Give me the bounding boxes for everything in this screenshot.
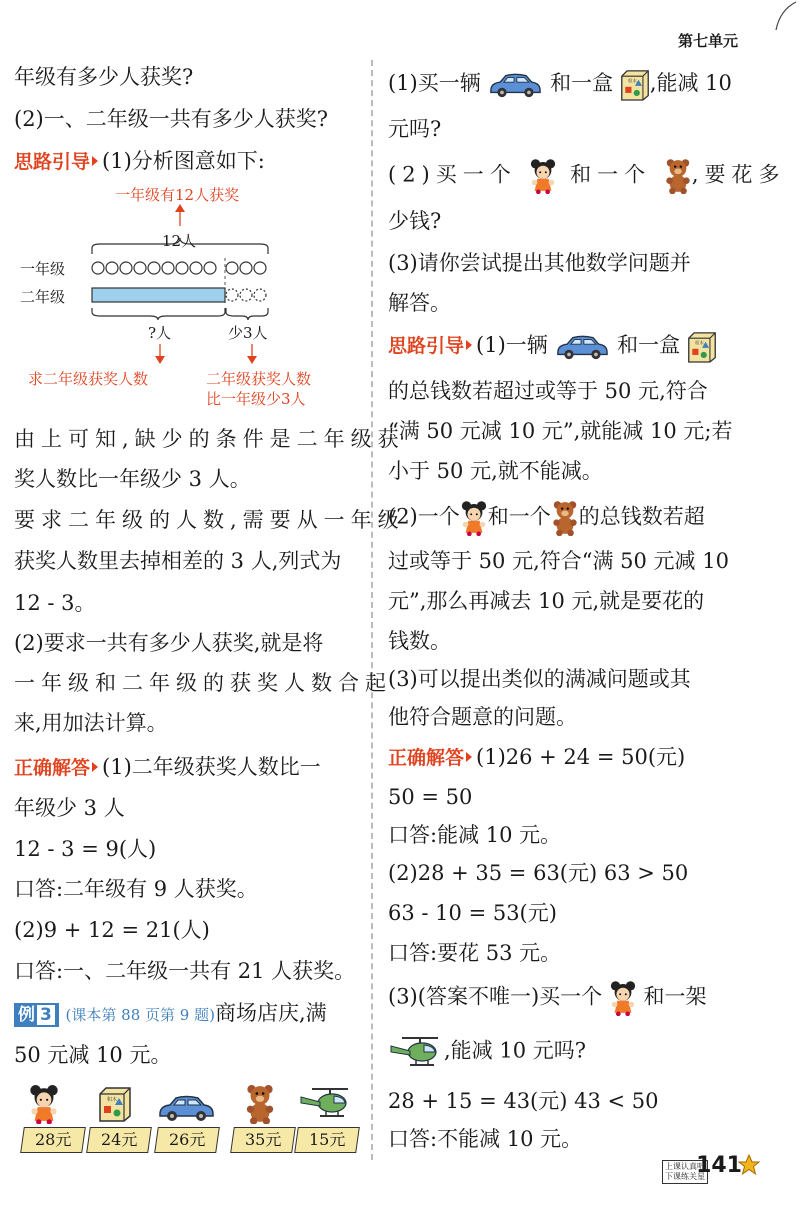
left-question-2: (2)一、二年级一共有多少人获奖? — [14, 107, 329, 131]
left-p4: 获奖人数里去掉相差的 3 人,列式为 — [14, 549, 342, 573]
car-icon — [487, 72, 543, 98]
left-p2: 奖人数比一年级少 3 人。 — [14, 467, 251, 491]
right-q1-line — [388, 68, 732, 101]
left-line-1: 年级有多少人获奖? — [14, 65, 194, 89]
footer-motto-bottom: 下课练关星 — [665, 1172, 705, 1181]
right-answer-line — [388, 742, 685, 773]
right-r2: 50 = 50 — [388, 785, 473, 809]
right-hint-line — [388, 330, 717, 363]
price-tag-blocks: 24元 — [86, 1127, 152, 1153]
q2-part-b: 和一个 — [570, 162, 652, 187]
price-tag-car: 26元 — [154, 1127, 220, 1153]
bear-icon — [244, 1084, 276, 1124]
diagram-row2-label: 二年级 — [20, 288, 66, 306]
q1-part-b: 和一盒 — [550, 71, 614, 95]
left-p6: (2)要求一共有多少人获奖,就是将 — [14, 631, 324, 655]
left-a4: 口答:二年级有 9 人获奖。 — [14, 877, 258, 901]
doll-icon — [609, 980, 637, 1016]
h1-part-a: (1)一辆 — [476, 333, 548, 357]
right-q1-end: 元吗? — [388, 117, 442, 141]
left-p8: 来,用加法计算。 — [14, 711, 168, 735]
right-h8: 钱数。 — [388, 629, 451, 653]
answer-label: 正确解答 — [14, 757, 102, 779]
left-a3: 12 - 3 = 9(人) — [14, 837, 157, 861]
right-h6: 过或等于 50 元,符合“满 50 元减 10 — [388, 549, 729, 573]
right-h5-line — [388, 500, 705, 536]
hint-label: 思路引导 — [388, 335, 476, 357]
left-a6: 口答:一、二年级一共有 21 人获奖。 — [14, 959, 356, 983]
q1-part-c: ,能减 10 — [649, 71, 732, 95]
hint-label: 思路引导 — [14, 151, 102, 173]
answer-r1: (1)26 + 24 = 50(元) — [476, 745, 686, 769]
left-p7: 一年级和二年级的获奖人数合起 — [14, 671, 392, 695]
bracket-unknown — [92, 308, 225, 320]
doll-icon — [26, 1084, 62, 1124]
diagram-row1-label: 一年级 — [20, 260, 66, 278]
diagram-note-right-1: 二年级获奖人数 — [206, 370, 312, 388]
star-icon — [738, 1154, 760, 1176]
example-badge: 例 3 — [14, 1003, 59, 1027]
car-icon — [156, 1094, 216, 1122]
right-r9: 28 + 15 = 43(元) 43 < 50 — [388, 1089, 659, 1113]
right-q2-line — [388, 158, 786, 194]
helicopter-icon — [298, 1084, 354, 1122]
right-h3: “满 50 元减 10 元”,就能减 10 元;若 — [388, 419, 733, 443]
example-text: 商场店庆,满 — [214, 1001, 327, 1025]
price-tag-doll: 28元 — [20, 1127, 86, 1153]
answer-text-1: (1)二年级获奖人数比一 — [102, 755, 321, 779]
right-h2: 的总钱数若超过或等于 50 元,符合 — [388, 379, 708, 403]
right-r8-line — [388, 1034, 586, 1070]
line-segment-diagram — [20, 184, 360, 412]
right-q2-end: 少钱? — [388, 209, 442, 233]
r8-text: ,能减 10 元吗? — [444, 1038, 587, 1063]
right-r4: (2)28 + 35 = 63(元) 63 > 50 — [388, 861, 689, 885]
hint-text: (1)分析图意如下: — [102, 149, 265, 173]
bear-icon — [664, 158, 692, 194]
blocks-icon — [620, 69, 650, 101]
h5-part-b: 和一个 — [487, 504, 551, 529]
diagram-note-right-2: 比一年级少3人 — [206, 390, 306, 408]
helicopter-icon — [388, 1034, 444, 1070]
page-number: 141 — [696, 1153, 742, 1178]
price-tag-bear: 35元 — [230, 1127, 296, 1153]
left-p3: 要求二年级的人数,需要从一年级 — [14, 508, 405, 532]
right-h10: 他符合题意的问题。 — [388, 705, 577, 729]
h1-part-b: 和一盒 — [617, 333, 681, 357]
left-p5: 12 - 3。 — [14, 591, 96, 615]
diagram-top-note: 一年级有12人获奖 — [115, 186, 240, 204]
row2-bar — [92, 288, 225, 302]
car-icon — [554, 334, 610, 360]
blocks-icon — [98, 1086, 132, 1122]
right-h4: 小于 50 元,就不能减。 — [388, 459, 603, 483]
example-text-2: 50 元减 10 元。 — [14, 1043, 172, 1067]
page-corner-curl — [740, 0, 800, 60]
price-tag-helicopter: 15元 — [294, 1127, 360, 1153]
left-a5: (2)9 + 12 = 21(人) — [14, 918, 210, 942]
q1-part-a: (1)买一辆 — [388, 71, 481, 95]
bear-icon — [551, 500, 579, 536]
h5-part-c: 的总钱数若超 — [578, 504, 705, 529]
column-divider — [371, 60, 373, 1160]
answer-label: 正确解答 — [388, 747, 476, 769]
diagram-unknown-label: ?人 — [148, 324, 172, 342]
left-answer-line — [14, 752, 321, 783]
h5-part-a: (2)一个 — [388, 504, 460, 529]
right-q3-line: (3)请你尝试提出其他数学问题并 — [388, 251, 691, 275]
doll-icon — [529, 158, 557, 194]
q2-part-c: ,要花多 — [691, 162, 786, 187]
row1-circles — [92, 262, 266, 274]
unit-title: 第七单元 — [677, 32, 738, 50]
diagram-less-label: 少3人 — [228, 324, 268, 342]
example-ref: (课本第 88 页第 9 题) — [65, 1006, 215, 1024]
right-r3: 口答:能减 10 元。 — [388, 823, 562, 847]
right-r5: 63 - 10 = 53(元) — [388, 901, 557, 925]
bracket-less — [226, 308, 268, 320]
diagram-total-label: 12人 — [162, 232, 197, 250]
q2-part-a: (2)买一个 — [388, 162, 517, 187]
diagram-note-left: 求二年级获奖人数 — [28, 370, 149, 388]
footer-motto-top: 上课认真听 — [665, 1162, 705, 1171]
r7-part-a: (3)(答案不唯一)买一个 — [388, 984, 603, 1009]
right-r6: 口答:要花 53 元。 — [388, 941, 562, 965]
doll-icon — [460, 500, 488, 536]
right-h9: (3)可以提出类似的满减问题或其 — [388, 667, 691, 691]
arrowhead-left — [155, 356, 165, 364]
right-h7: 元”,那么再减去 10 元,就是要花的 — [388, 589, 705, 613]
left-p1: 由上可知,缺少的条件是二年级获 — [14, 427, 405, 451]
top-note-arrowhead — [175, 204, 185, 212]
left-hint-line — [14, 146, 265, 177]
arrowhead-right — [247, 356, 257, 364]
row2-dashed-circles — [226, 289, 266, 301]
example-line — [14, 998, 327, 1030]
r7-part-b: 和一架 — [643, 984, 707, 1009]
right-q3-end: 解答。 — [388, 291, 451, 315]
right-r7-line — [388, 980, 707, 1016]
left-a2: 年级少 3 人 — [14, 796, 125, 820]
right-r10: 口答:不能减 10 元。 — [388, 1127, 583, 1151]
blocks-icon — [687, 331, 717, 363]
